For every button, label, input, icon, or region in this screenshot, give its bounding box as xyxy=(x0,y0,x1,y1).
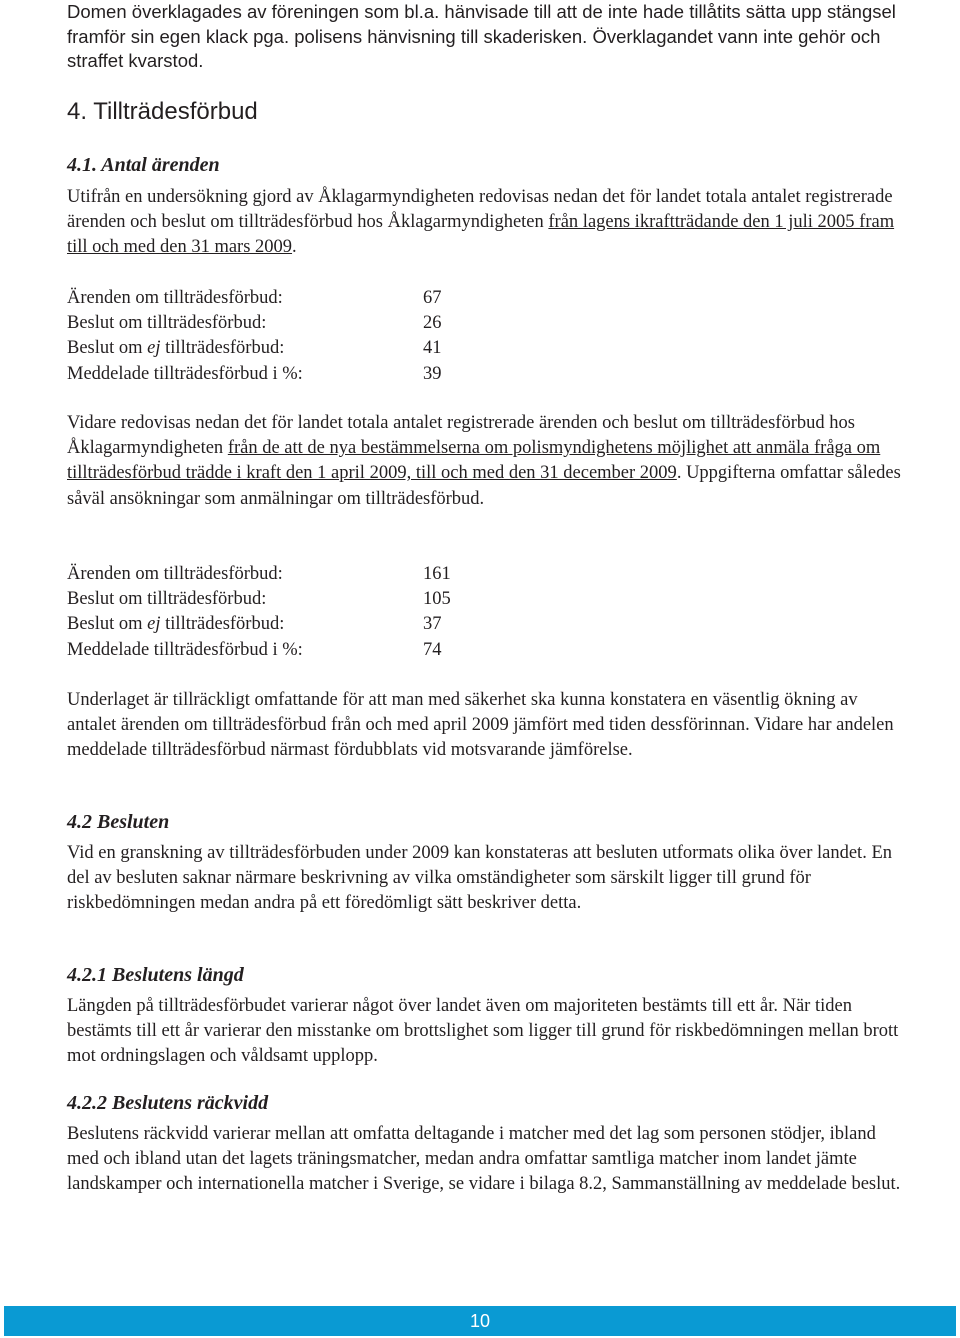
section-4-2-1-paragraph: Längden på tillträdesförbudet varierar något över landet även om majoriteten bestämts till ett år. När tiden bestämts till ett år varierar den misstanke om brottslighet som ligger till grund för riskbedömningen mellan brott mot ordningslagen och våldsamt upplopp. xyxy=(67,996,899,1067)
stat-label-text: Meddelade tillträdesförbud i %: xyxy=(67,639,303,660)
stat-label xyxy=(67,336,284,361)
stat-label xyxy=(67,612,284,637)
footer-bar xyxy=(4,1306,956,1336)
stat-row xyxy=(67,562,567,587)
stat-value: 105 xyxy=(423,589,451,610)
stat-row xyxy=(67,286,567,311)
section-4-heading: 4. Tillträdesförbud xyxy=(67,98,258,125)
para2-text: Vidare redovisas nedan det för landet totala antalet registrerade ärenden och beslut om tillträdesförbud hos Åklagarmyndigheten xyxy=(67,413,855,459)
section-4-1-paragraph-3: Underlaget är tillräckligt omfattande för att man med säkerhet ska kunna konstatera en väsentlig ökning av antalet ärenden om tillträdesförbud från och med april 2009 jämfört med tiden dessförinnan. Vidare har andelen meddelade tillträdesförbud närmast fördubblats vid motsvarande jämförelse. xyxy=(67,690,894,761)
stats-table-1 xyxy=(67,286,567,387)
stat-label-text-end: tillträdesförbud: xyxy=(160,338,285,359)
stat-label xyxy=(67,311,266,336)
para1-text: Utifrån en undersökning gjord av Åklagarmyndigheten redovisas nedan det för landet totala antalet registrerade ärenden och beslut om tillträdesförbud hos Åklagarmyndigheten xyxy=(67,187,893,233)
stat-value: 67 xyxy=(423,288,442,308)
stat-label xyxy=(67,587,266,612)
section-4-1-paragraph-2 xyxy=(67,411,907,512)
section-4-2-1-heading: 4.2.1 Beslutens längd xyxy=(67,964,244,986)
section-4-1-paragraph-1 xyxy=(67,185,907,261)
para2-end: . Uppgifterna omfattar således såväl ansökningar som anmälningar om tillträdesförbud. xyxy=(67,463,901,509)
stat-value: 74 xyxy=(423,639,442,660)
stat-label xyxy=(67,562,283,587)
intro-paragraph: Domen överklagades av föreningen som bl.a. hänvisade till att de inte hade tillåtits sätta upp stängsel framför sin egen klack pga. polisens hänvisning till skaderisken. Överklagandet vann inte gehör och straffet kvarstod. xyxy=(67,1,896,71)
section-4-1-heading: 4.1. Antal ärenden xyxy=(67,154,220,176)
stat-row xyxy=(67,638,567,663)
para2-underlined-period: från de att de nya bestämmelserna om polismyndighetens möjlighet att anmäla fråga om tillträdesförbud trädde i kraft den 1 april 2009, till och med den 31 december 2009 xyxy=(67,438,881,484)
stat-row xyxy=(67,612,567,637)
stat-label-text: Beslut om tillträdesförbud: xyxy=(67,313,267,334)
section-4-2-2-heading: 4.2.2 Beslutens räckvidd xyxy=(67,1092,269,1114)
stat-value: 26 xyxy=(423,313,442,334)
stat-row xyxy=(67,311,567,336)
page-number: 10 xyxy=(469,1311,491,1331)
stat-row xyxy=(67,362,567,387)
stat-label-emphasis: ej xyxy=(147,338,161,359)
section-4-2-paragraph: Vid en granskning av tillträdesförbuden under 2009 kan konstateras att besluten utformats olika över landet. En del av besluten saknar närmare beskrivning av vilka omständigheter som särskilt ligger till grund för riskbedömningen medan andra på ett föredömligt sätt beskriver detta. xyxy=(67,843,893,914)
stat-label-text-end: tillträdesförbud: xyxy=(160,614,285,635)
stat-label-text: Ärenden om tillträdesförbud: xyxy=(67,288,283,308)
para1-underlined-period: från lagens ikraftträdande den 1 juli 2005 fram till och med den 31 mars 2009 xyxy=(67,212,895,258)
stat-row xyxy=(67,336,567,361)
para1-end: . xyxy=(292,237,297,258)
stat-label-text: Beslut om xyxy=(67,338,148,359)
stats-table-2 xyxy=(67,562,567,663)
stat-value: 161 xyxy=(423,564,451,584)
stat-label-text: Beslut om tillträdesförbud: xyxy=(67,589,267,610)
stat-row xyxy=(67,587,567,612)
section-4-2-2-paragraph: Beslutens räckvidd varierar mellan att omfatta deltagande i matcher med det lag som personen stödjer, ibland med och ibland utan det lagets träningsmatcher, medan andra omfattar samtliga matcher inom landet jämte landskamper och internationella matcher i Sverige, se vidare i bilaga 8.2, Sammanställning av meddelade beslut. xyxy=(67,1124,901,1195)
stat-value: 39 xyxy=(423,363,442,384)
stat-label-text: Beslut om xyxy=(67,614,148,635)
stat-label xyxy=(67,362,303,387)
stat-label xyxy=(67,286,283,311)
section-4-2-heading: 4.2 Besluten xyxy=(67,811,170,833)
stat-label-emphasis: ej xyxy=(147,614,161,635)
stat-label-text: Meddelade tillträdesförbud i %: xyxy=(67,363,303,384)
stat-label xyxy=(67,638,303,663)
stat-value: 41 xyxy=(423,338,442,359)
stat-value: 37 xyxy=(423,614,442,635)
stat-label-text: Ärenden om tillträdesförbud: xyxy=(67,564,283,584)
